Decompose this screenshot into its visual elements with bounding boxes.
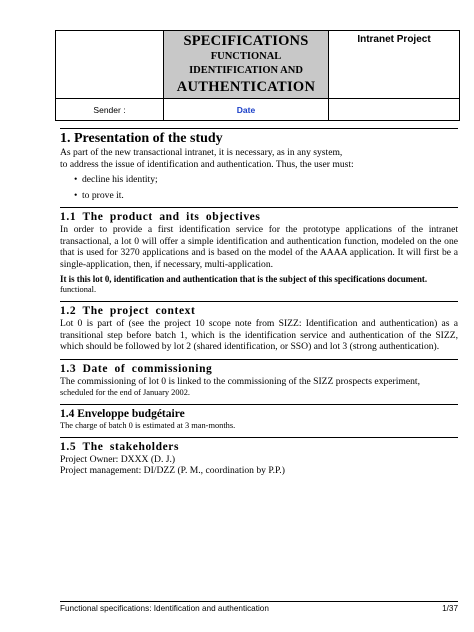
section-1-5-heading: 1.5 The stakeholders — [60, 440, 180, 453]
section-1-4 — [60, 404, 458, 431]
section-1-5 — [60, 437, 458, 477]
footer-title: Functional specifications: Identification and authentication — [60, 604, 269, 613]
section-1-2 — [60, 301, 458, 353]
section-1-4-line1: The charge of batch 0 is estimated at 3 man-months. — [60, 420, 236, 430]
section-1-5-line1: Project Owner: DXXX (D. J.) — [60, 453, 176, 465]
divider — [60, 207, 458, 208]
section-1-2-heading: 1.2 The project context — [60, 305, 196, 318]
title-identification: IDENTIFICATION AND — [189, 65, 303, 76]
list-item: • to prove it. — [74, 190, 124, 202]
section-1-intro-line1: As part of the new transactional intranet, it is necessary, as in any system, — [60, 147, 343, 158]
section-1-2-paragraph: Lot 0 is part of (see the project 10 scope note from SIZZ: Identification and authentication) as a transitional step before batch 1, which is the identification service and authentication of the SIZZ, which should be followed by lot 2 (shared identification, or SSO) and lot 3 (strong authentication). — [60, 318, 458, 353]
section-1-3-heading: 1.3 Date of commissioning — [60, 362, 213, 375]
section-1-3-line2: scheduled for the end of January 2002. — [60, 387, 191, 397]
logo-cell — [56, 31, 164, 99]
section-1-5-line2: Project management: DI/DZZ (P. M., coordination by P.P.) — [60, 465, 285, 477]
section-1-4-heading: 1.4 Enveloppe budgétaire — [60, 407, 185, 420]
divider — [60, 359, 458, 360]
title-specifications: SPECIFICATIONS — [183, 33, 309, 49]
section-1-1-paragraph: In order to provide a first identification service for the prototype applications of the intranet transactional, a lot 0 will offer a simple identification and authentication function, modeled on the one that is used for 3270 applications and is based on the model of the AAAA application. It will first be a single-application, then, if necessary, multi-application. — [60, 224, 458, 270]
document-body — [60, 128, 458, 477]
divider — [60, 128, 458, 129]
date-label: Date — [164, 99, 329, 121]
section-1-3-line1: The commissioning of lot 0 is linked to the commissioning of the SIZZ prospects experiment, — [60, 375, 420, 387]
document-header — [55, 30, 460, 121]
empty-cell — [329, 99, 460, 121]
title-authentication: AUTHENTICATION — [176, 79, 316, 95]
divider — [60, 437, 458, 438]
bullet-list — [74, 174, 458, 201]
project-name: Intranet Project — [329, 31, 460, 99]
section-1-heading: 1. Presentation of the study — [60, 131, 223, 146]
page-number: 1/37 — [442, 604, 458, 613]
section-1-1-heading: 1.1 The product and its objectives — [60, 211, 261, 224]
section-1-1 — [60, 207, 458, 295]
divider — [60, 301, 458, 302]
section-1-3 — [60, 359, 458, 398]
divider — [60, 404, 458, 405]
section-1-1-tail: functional. — [60, 285, 97, 295]
section-1-intro-line2: to address the issue of identification and authentication. Thus, the user must: — [60, 158, 354, 170]
sender-label: Sender : — [56, 99, 164, 121]
list-item: • decline his identity; — [74, 174, 158, 186]
title-functional: FUNCTIONAL — [210, 51, 282, 62]
title-cell — [164, 31, 329, 99]
page-footer — [60, 601, 458, 613]
section-1-1-bold-line: It is this lot 0, identification and authentication that is the subject of this specifications document. — [60, 273, 428, 284]
